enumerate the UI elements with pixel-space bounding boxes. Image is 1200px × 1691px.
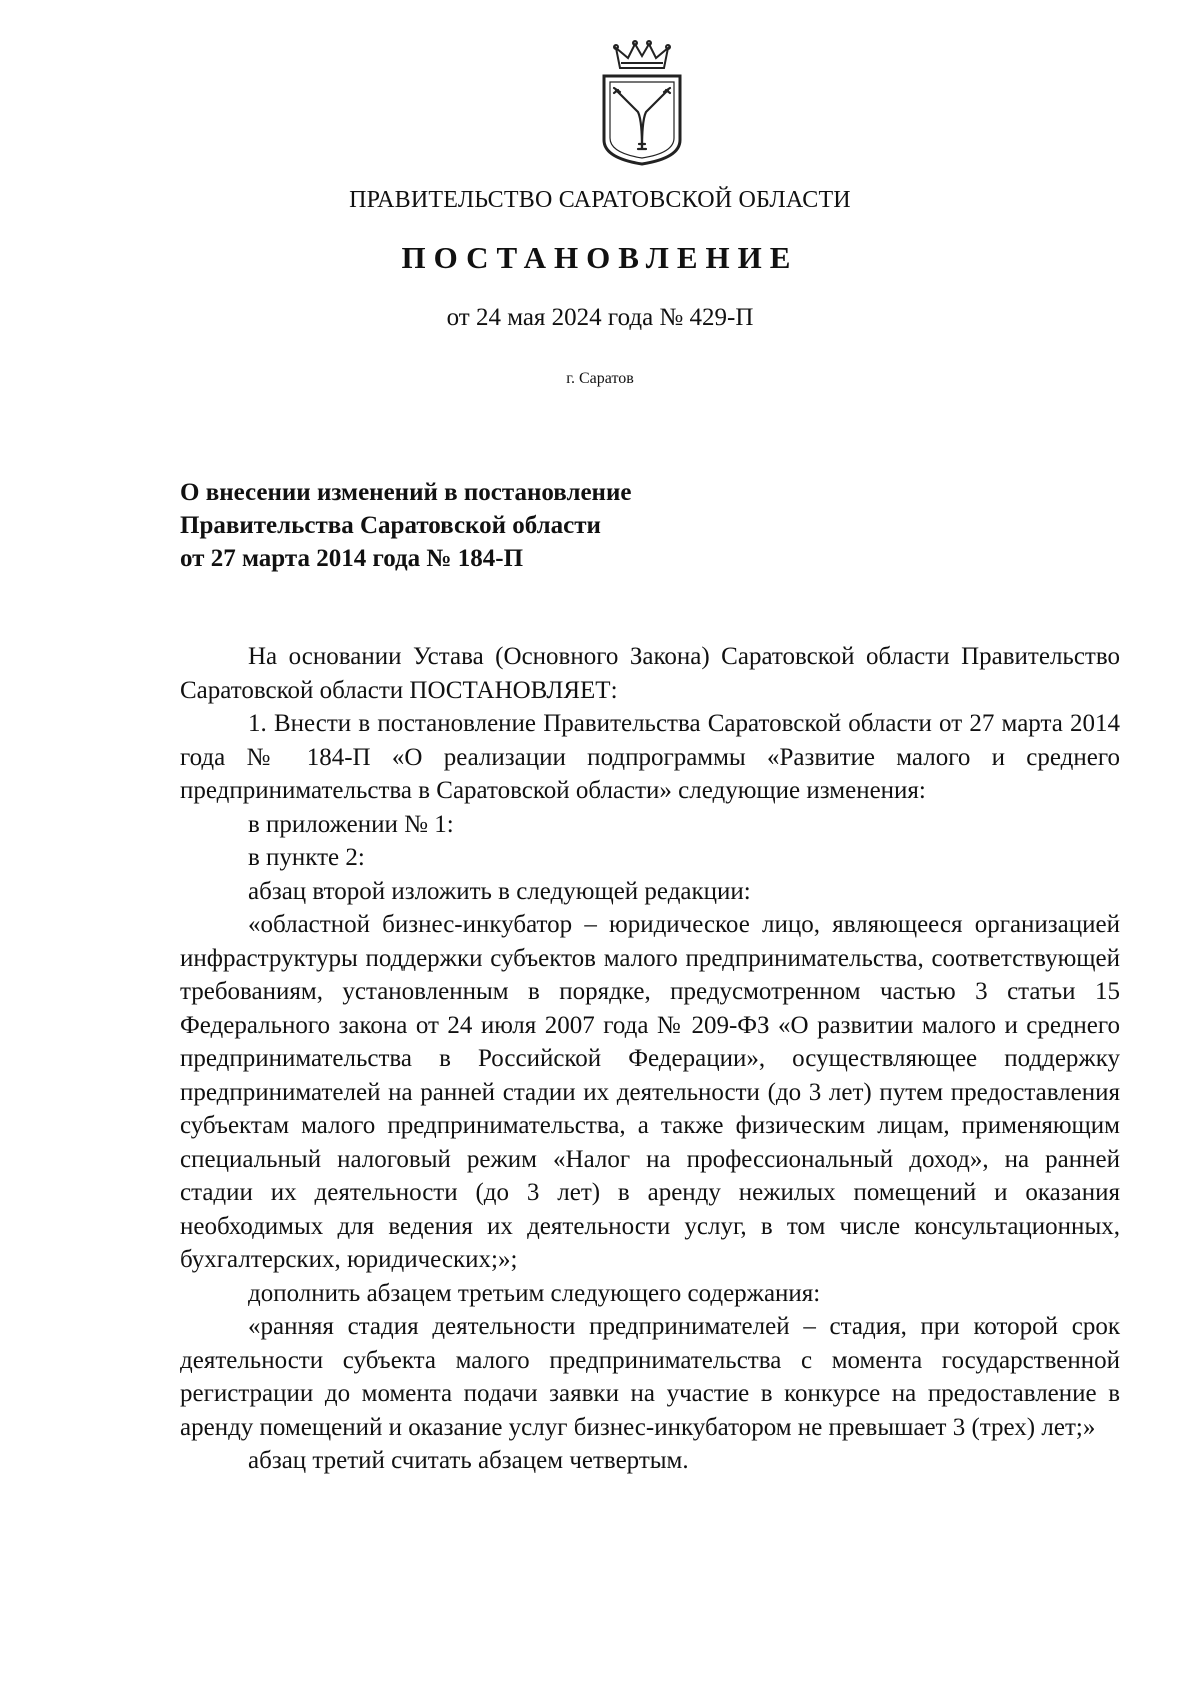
body-paragraph: дополнить абзацем третьим следующего содержания: [248, 1279, 821, 1307]
body-paragraph: 1. Внести в постановление Правительства Саратовской области от 27 марта 2014 года № 184-П «О реализации подпрограммы «Развитие малого и среднего предпринимательства в Саратовской области» следующие изменения: [180, 710, 1120, 804]
body-paragraph: в приложении № 1: [248, 810, 454, 838]
body-paragraph: в пункте 2: [248, 844, 365, 871]
document-body [180, 640, 1120, 1478]
body-paragraph: «ранняя стадия деятельности предпринимателей – стадия, при которой срок деятельности субъекта малого предпринимательства с момента государственной регистрации до момента подачи заявки на участие в конкурсе на предоставление в аренду помещений и оказание услуг бизнес-инкубатором не превышает 3 (трех) лет;» [180, 1313, 1120, 1441]
coat-of-arms-icon [598, 40, 686, 170]
document-subject [180, 476, 631, 575]
subject-line: О внесении изменений в постановление [180, 479, 632, 506]
document-city: г. Саратов [566, 370, 634, 387]
body-paragraph: «областной бизнес-инкубатор – юридическое лицо, являющееся организацией инфраструктуры поддержки субъектов малого предпринимательства, соответствующей требованиям, установленным в порядке, предусмотренном частью 3 статьи 15 Федерального закона от 24 июля 2007 года № 209-ФЗ «О развитии малого и среднего предпринимательства в Российской Федерации», осуществляющее поддержку предпринимателей на ранней стадии их деятельности (до 3 лет) путем предоставления субъектам малого предпринимательства, а также физическим лицам, применяющим специальный налоговый режим «Налог на профессиональный доход», на ранней стадии их деятельности (до 3 лет) в аренду нежилых помещений и оказания необходимых для ведения их деятельности услуг, в том числе консультационных, бухгалтерских, юридических;»; [180, 911, 1120, 1273]
organization-name: ПРАВИТЕЛЬСТВО САРАТОВСКОЙ ОБЛАСТИ [349, 187, 851, 213]
body-paragraph: абзац третий считать абзацем четвертым. [248, 1447, 689, 1474]
subject-line: от 27 марта 2014 года № 184-П [180, 545, 524, 572]
document-type-title: ПОСТАНОВЛЕНИЕ [401, 240, 799, 275]
document-date-number: от 24 мая 2024 года № 429-П [446, 304, 754, 331]
subject-line: Правительства Саратовской области [180, 512, 601, 539]
body-paragraph: абзац второй изложить в следующей редакции: [248, 877, 751, 905]
body-paragraph: На основании Устава (Основного Закона) Саратовской области Правительство Саратовской области ПОСТАНОВЛЯЕТ: [180, 643, 1120, 704]
